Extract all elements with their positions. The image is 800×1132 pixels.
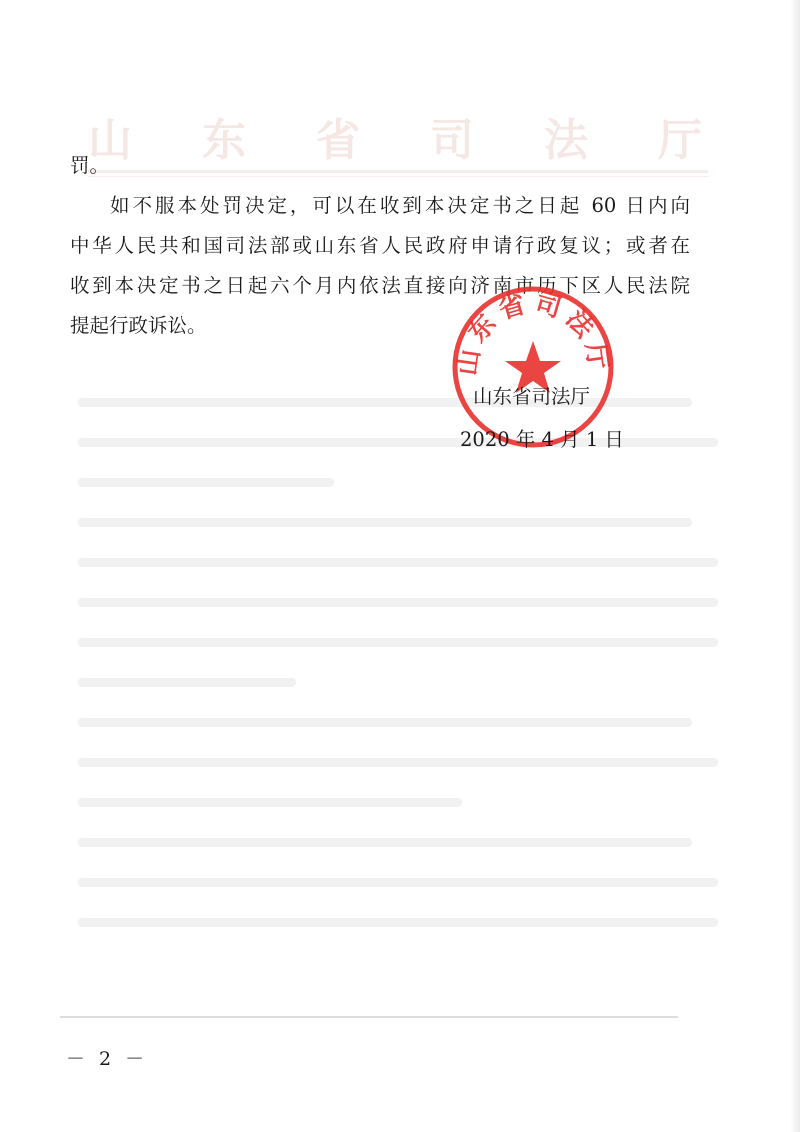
body-line: 罚。 [70,154,110,177]
page-number: － 2 － [66,1048,149,1070]
show-through-text [78,398,718,958]
body-line: 中华人民共和国司法部或山东省人民政府申请行政复议；或者在 [70,234,690,257]
issue-date: 2020 年 4 月 1 日 [460,428,624,451]
scan-edge-shadow [790,0,800,1132]
body-line: 如不服本处罚决定，可以在收到本决定书之日起 60 日内向 [110,194,690,217]
issuer-name: 山东省司法厅 [473,385,591,408]
show-through-title: 山东省司法厅 [88,115,772,166]
footer-divider [60,1016,678,1018]
svg-text:山东省司法厅: 山东省司法厅 [452,287,614,378]
body-line: 收到本决定书之日起六个月内依法直接向济南市历下区人民法院 [70,274,690,297]
body-line: 提起行政诉讼。 [70,314,207,337]
